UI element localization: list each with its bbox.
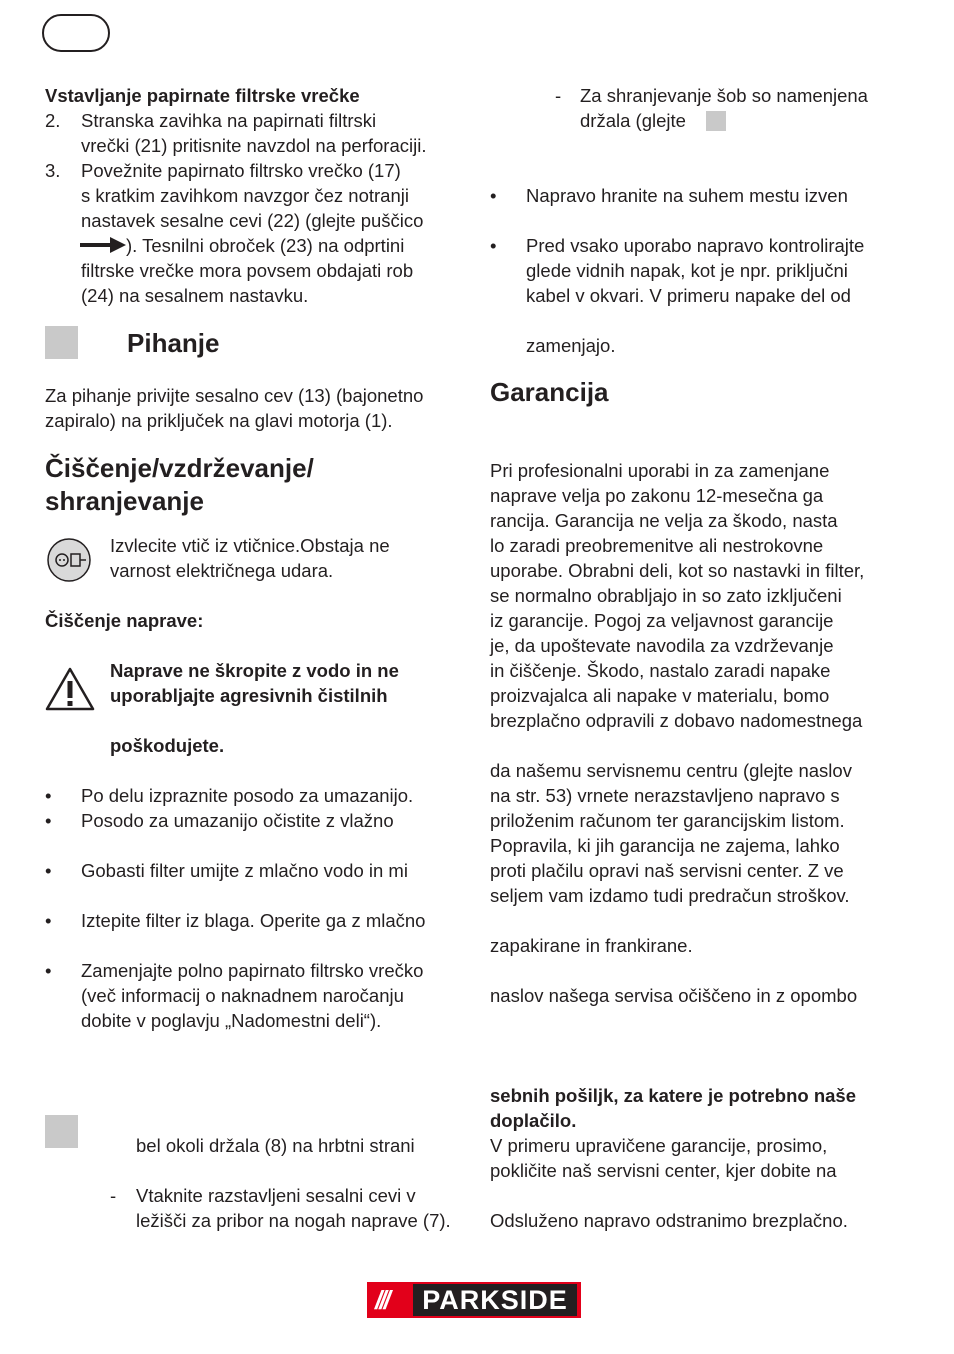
warranty-text-line: Popravila, ki jih garancija ne zajema, lahko bbox=[490, 835, 840, 856]
unplug-text-line: Izvlecite vtič iz vtičnice.Obstaja ne bbox=[110, 535, 390, 556]
bullet-text-line: Zamenjajte polno papirnato filtrsko vrečko bbox=[81, 960, 424, 981]
logo-wordmark: PARKSIDE bbox=[422, 1284, 568, 1315]
bullet-text-line: Napravo hranite na suhem mestu izven bbox=[526, 185, 848, 206]
figure-reference-box bbox=[45, 326, 78, 359]
warranty-text-line: iz garancije. Pogoj za veljavnost garancije bbox=[490, 610, 834, 631]
cleaning-heading-line: Čiščenje/vzdrževanje/ bbox=[45, 453, 314, 483]
warranty-text-line: lo zaradi preobremenitve ali nestrokovne bbox=[490, 535, 824, 556]
warranty-text-line: rancija. Garancija ne velja za škodo, nasta bbox=[490, 510, 838, 531]
storage-text-line: bel okoli držala (8) na hrbtni strani bbox=[136, 1135, 415, 1156]
warning-text-line: uporabljajte agresivnih čistilnih bbox=[110, 685, 388, 706]
warranty-text-line: Pri profesionalni uporabi in za zamenjane bbox=[490, 460, 830, 481]
insert-bag-heading: Vstavljanje papirnate filtrske vrečke bbox=[45, 85, 360, 106]
bullet-text-line: Po delu izpraznite posodo za umazanijo. bbox=[81, 785, 414, 806]
logo-slashes: /// bbox=[375, 1284, 388, 1315]
cleaning-heading-line: shranjevanje bbox=[45, 486, 204, 516]
warranty-text-line: zapakirane in frankirane. bbox=[490, 935, 693, 956]
figure-reference-box bbox=[45, 1115, 78, 1148]
bullet-mark: • bbox=[45, 810, 52, 831]
dash-text-line: ležišči za pribor na nogah naprave (7). bbox=[136, 1210, 451, 1231]
device-cleaning-heading: Čiščenje naprave: bbox=[45, 610, 204, 631]
dash-text-line: držala (glejte bbox=[580, 110, 686, 131]
warranty-text-line: naslov našega servisa očiščeno in z opombo bbox=[490, 985, 858, 1006]
bullet-text-line: zamenjajo. bbox=[526, 335, 616, 356]
blowing-heading: Pihanje bbox=[127, 328, 220, 358]
list-number: 2. bbox=[45, 110, 61, 131]
bullet-text-line: (več informacij o naknadnem naročanju bbox=[81, 985, 404, 1006]
bullet-mark: • bbox=[45, 960, 52, 981]
warranty-text-line: in čiščenje. Škodo, nastalo zaradi napake bbox=[490, 660, 831, 681]
warranty-text-line: uporabe. Obrabni deli, kot so nastavki in filter, bbox=[490, 560, 865, 581]
warranty-text-line: proti plačilu opravi naš servisni center. Z ve bbox=[490, 860, 844, 881]
warranty-text-line: da našemu servisnemu centru (glejte naslov bbox=[490, 760, 852, 781]
warranty-text-line: pokličite naš servisni center, kjer dobite na bbox=[490, 1160, 837, 1181]
bullet-mark: • bbox=[45, 910, 52, 931]
warranty-text-line: je, da upoštevate navodila za vzdrževanje bbox=[490, 635, 834, 656]
warning-icon bbox=[45, 666, 95, 712]
parkside-logo bbox=[367, 1282, 581, 1318]
arrow-right-icon bbox=[80, 236, 126, 254]
warning-text-line: Naprave ne škropite z vodo in ne bbox=[110, 660, 399, 681]
list-item-line: nastavek sesalne cevi (22) (glejte puščico bbox=[81, 210, 424, 231]
dash-mark: - bbox=[555, 85, 562, 106]
warranty-heading: Garancija bbox=[490, 377, 609, 407]
warranty-text-line: naprave velja po zakonu 12-mesečna ga bbox=[490, 485, 824, 506]
bullet-text-line: Iztepite filter iz blaga. Operite ga z mlačno bbox=[81, 910, 426, 931]
warranty-text-line: priloženim računom ter garancijskim listom. bbox=[490, 810, 845, 831]
blowing-text-line: zapiralo) na priključek na glavi motorja (1). bbox=[45, 410, 393, 431]
list-item-line: (24) na sesalnem nastavku. bbox=[81, 285, 309, 306]
warranty-bold-line: doplačilo. bbox=[490, 1110, 577, 1131]
warranty-text-line: Odsluženo napravo odstranimo brezplačno. bbox=[490, 1210, 848, 1231]
list-item-line: s kratkim zavihkom navzgor čez notranji bbox=[81, 185, 409, 206]
bullet-text-line: Pred vsako uporabo napravo kontrolirajte bbox=[526, 235, 865, 256]
bullet-mark: • bbox=[490, 235, 497, 256]
unplug-icon bbox=[46, 537, 92, 583]
warranty-text-line: seljem vam izdamo tudi predračun stroškov. bbox=[490, 885, 850, 906]
list-number: 3. bbox=[45, 160, 61, 181]
dash-text-line: Vtaknite razstavljeni sesalni cevi v bbox=[136, 1185, 416, 1206]
language-tab-outline bbox=[42, 14, 110, 52]
blowing-text-line: Za pihanje privijte sesalno cev (13) (bajonetno bbox=[45, 385, 424, 406]
warranty-bold-line: sebnih pošiljk, za katere je potrebno naše bbox=[490, 1085, 856, 1106]
dash-text-line: Za shranjevanje šob so namenjena bbox=[580, 85, 868, 106]
list-item-line: ). Tesnilni obroček (23) na odprtini bbox=[126, 235, 405, 256]
warranty-text-line: se normalno obrabljajo in so zato izključeni bbox=[490, 585, 842, 606]
warranty-text-line: brezplačno odpravili z dobavo nadomestnega bbox=[490, 710, 863, 731]
dash-mark: - bbox=[110, 1185, 117, 1206]
list-item-line: vrečki (21) pritisnite navzdol na perforaciji. bbox=[81, 135, 427, 156]
unplug-text-line: varnost električnega udara. bbox=[110, 560, 334, 581]
bullet-mark: • bbox=[490, 185, 497, 206]
figure-reference-box bbox=[706, 111, 726, 131]
warranty-text-line: proizvajalca ali napake v materialu, bomo bbox=[490, 685, 830, 706]
bullet-text-line: kabel v okvari. V primeru napake del od bbox=[526, 285, 851, 306]
logo-wordmark-box bbox=[413, 1284, 577, 1316]
bullet-text-line: dobite v poglavju „Nadomestni deli“). bbox=[81, 1010, 382, 1031]
bullet-text-line: glede vidnih napak, kot je npr. priključni bbox=[526, 260, 848, 281]
bullet-mark: • bbox=[45, 785, 52, 806]
bullet-mark: • bbox=[45, 860, 52, 881]
warranty-text-line: na str. 53) vrnete nerazstavljeno napravo s bbox=[490, 785, 840, 806]
list-item-line: Povežnite papirnato filtrsko vrečko (17) bbox=[81, 160, 401, 181]
warranty-text-line: V primeru upravičene garancije, prosimo, bbox=[490, 1135, 828, 1156]
bullet-text-line: Gobasti filter umijte z mlačno vodo in mi bbox=[81, 860, 408, 881]
bullet-text-line: Posodo za umazanijo očistite z vlažno bbox=[81, 810, 394, 831]
list-item-line: filtrske vrečke mora povsem obdajati rob bbox=[81, 260, 414, 281]
warning-text-line: poškodujete. bbox=[110, 735, 225, 756]
list-item-line: Stranska zavihka na papirnati filtrski bbox=[81, 110, 377, 131]
